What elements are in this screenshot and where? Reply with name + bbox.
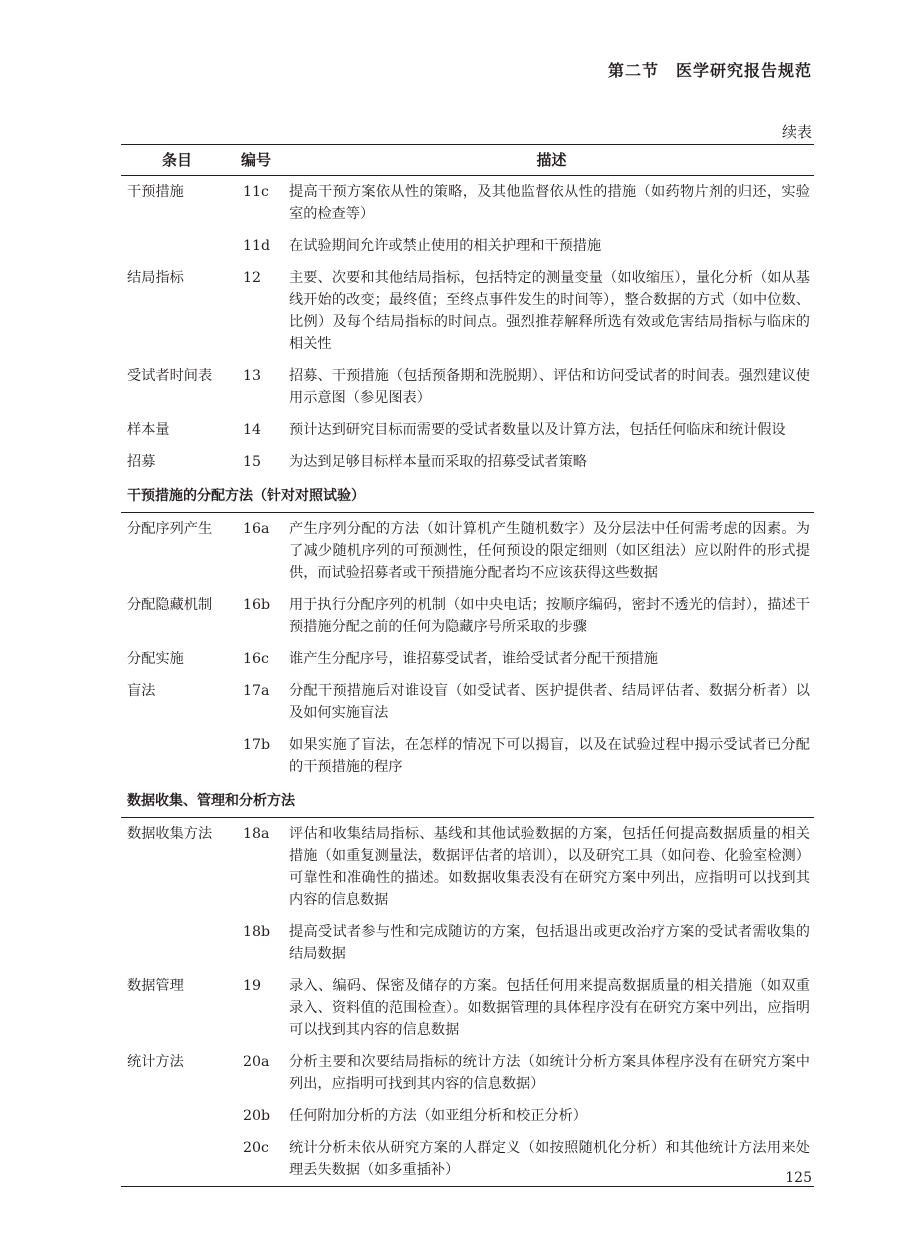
item-code-cell: 17a xyxy=(243,683,270,699)
item-code-cell: 20a xyxy=(243,1054,270,1070)
item-name-cell: 结局指标 xyxy=(127,270,184,286)
item-description-cell: 招募、干预措施（包括预备期和洗脱期）、评估和访问受试者的时间表。强烈建议使用示意图（参见图表） xyxy=(289,368,810,406)
item-description-cell: 用于执行分配序列的机制（如中央电话；按顺序编码，密封不透光的信封），描述干预措施分配之前的任何为隐藏序号所采取的步骤 xyxy=(289,597,810,635)
table-row xyxy=(121,970,814,1046)
column-header-code: 编号 xyxy=(233,145,289,176)
item-description-cell: 提高干预方案依从性的策略，及其他监督依从性的措施（如药物片剂的归还，实验室的检查等） xyxy=(289,184,810,222)
item-description-cell: 在试验期间允许或禁止使用的相关护理和干预措施 xyxy=(289,238,602,254)
table-row xyxy=(121,360,814,414)
item-code-cell: 14 xyxy=(243,422,262,438)
column-header-description: 描述 xyxy=(289,145,814,176)
item-description-cell: 预计达到研究目标而需要的受试者数量以及计算方法，包括任何临床和统计假设 xyxy=(289,422,786,438)
item-name-cell: 盲法 xyxy=(127,683,156,699)
table-row xyxy=(121,513,814,590)
item-code-cell: 11d xyxy=(243,238,271,254)
item-name-cell: 招募 xyxy=(127,454,156,470)
item-description-cell: 分配干预措施后对谁设盲（如受试者、医护提供者、结局评估者、数据分析者）以及如何实施盲法 xyxy=(289,683,810,721)
item-description-cell: 为达到足够目标样本量而采取的招募受试者策略 xyxy=(289,454,587,470)
section-heading-row xyxy=(121,478,814,513)
item-name-cell: 受试者时间表 xyxy=(127,368,213,384)
table-row xyxy=(121,446,814,478)
item-name-cell xyxy=(121,230,233,262)
item-name-cell: 分配隐藏机制 xyxy=(127,597,213,613)
table-row xyxy=(121,262,814,360)
item-name-cell: 数据管理 xyxy=(127,978,184,994)
table-row xyxy=(121,230,814,262)
table-row xyxy=(121,916,814,970)
item-code-cell: 20b xyxy=(243,1108,271,1124)
reporting-items-table xyxy=(121,144,814,1187)
continued-label: 续表 xyxy=(781,123,812,141)
item-description-cell: 评估和收集结局指标、基线和其他试验数据的方案，包括任何提高数据质量的相关措施（如重复测量法，数据评估者的培训），以及研究工具（如问卷、化验室检测）可靠性和准确性的描述。如数据收集表没有在研究方案中列出，应指明可以找到其内容的信息数据 xyxy=(289,826,810,908)
item-code-cell: 16c xyxy=(243,651,269,667)
item-code-cell: 18a xyxy=(243,826,270,842)
item-description-cell: 提高受试者参与性和完成随访的方案，包括退出或更改治疗方案的受试者需收集的结局数据 xyxy=(289,924,810,962)
item-description-cell: 任何附加分析的方法（如亚组分析和校正分析） xyxy=(289,1108,587,1124)
item-name-cell: 分配序列产生 xyxy=(127,521,213,537)
item-description-cell: 统计分析未依从研究方案的人群定义（如按照随机化分析）和其他统计方法用来处理丢失数据（如多重插补） xyxy=(289,1140,810,1178)
item-name-cell xyxy=(121,729,233,783)
item-name-cell: 数据收集方法 xyxy=(127,826,213,842)
item-name-cell xyxy=(121,1132,233,1187)
table-row xyxy=(121,176,814,231)
item-name-cell xyxy=(121,1100,233,1132)
page-number: 125 xyxy=(785,1170,812,1186)
table-row xyxy=(121,589,814,643)
table-body xyxy=(121,176,814,1187)
table-row xyxy=(121,414,814,446)
table-header-row xyxy=(121,145,814,176)
item-code-cell: 15 xyxy=(243,454,262,470)
item-name-cell xyxy=(121,916,233,970)
item-description-cell: 产生序列分配的方法（如计算机产生随机数字）及分层法中任何需考虑的因素。为了减少随机序列的可预测性，任何预设的限定细则（如区组法）应以附件的形式提供，而试验招募者或干预措施分配者均不应该获得这些数据 xyxy=(289,521,810,581)
item-name-cell: 样本量 xyxy=(127,422,170,438)
section-heading: 数据收集、管理和分析方法 xyxy=(121,783,814,818)
item-description-cell: 录入、编码、保密及储存的方案。包括任何用来提高数据质量的相关措施（如双重录入、资料值的范围检查）。如数据管理的具体程序没有在研究方案中列出，应指明可以找到其内容的信息数据 xyxy=(289,978,810,1038)
column-header-item: 条目 xyxy=(121,145,233,176)
item-code-cell: 19 xyxy=(243,978,262,994)
item-name-cell: 分配实施 xyxy=(127,651,184,667)
section-heading: 干预措施的分配方法（针对对照试验） xyxy=(121,478,814,513)
table-row xyxy=(121,818,814,917)
item-description-cell: 谁产生分配序号，谁招募受试者，谁给受试者分配干预措施 xyxy=(289,651,658,667)
item-code-cell: 20c xyxy=(243,1140,269,1156)
item-description-cell: 如果实施了盲法，在怎样的情况下可以揭盲，以及在试验过程中揭示受试者已分配的干预措施的程序 xyxy=(289,737,810,775)
item-code-cell: 12 xyxy=(243,270,262,286)
item-code-cell: 11c xyxy=(243,184,269,200)
item-description-cell: 分析主要和次要结局指标的统计方法（如统计分析方案具体程序没有在研究方案中列出，应指明可找到其内容的信息数据） xyxy=(289,1054,810,1092)
item-name-cell: 统计方法 xyxy=(127,1054,184,1070)
item-name-cell: 干预措施 xyxy=(127,184,184,200)
item-code-cell: 13 xyxy=(243,368,262,384)
table-row xyxy=(121,1132,814,1187)
table-row xyxy=(121,1046,814,1100)
item-code-cell: 18b xyxy=(243,924,271,940)
item-code-cell: 17b xyxy=(243,737,271,753)
running-head: 第二节 医学研究报告规范 xyxy=(607,61,812,80)
section-heading-row xyxy=(121,783,814,818)
table-row xyxy=(121,1100,814,1132)
table-row xyxy=(121,675,814,729)
item-code-cell: 16a xyxy=(243,521,270,537)
table-row xyxy=(121,643,814,675)
item-description-cell: 主要、次要和其他结局指标，包括特定的测量变量（如收缩压），量化分析（如从基线开始的改变；最终值；至终点事件发生的时间等），整合数据的方式（如中位数、比例）及每个结局指标的时间点。强烈推荐解释所选有效或危害结局指标与临床的相关性 xyxy=(289,270,810,352)
item-code-cell: 16b xyxy=(243,597,271,613)
table-row xyxy=(121,729,814,783)
